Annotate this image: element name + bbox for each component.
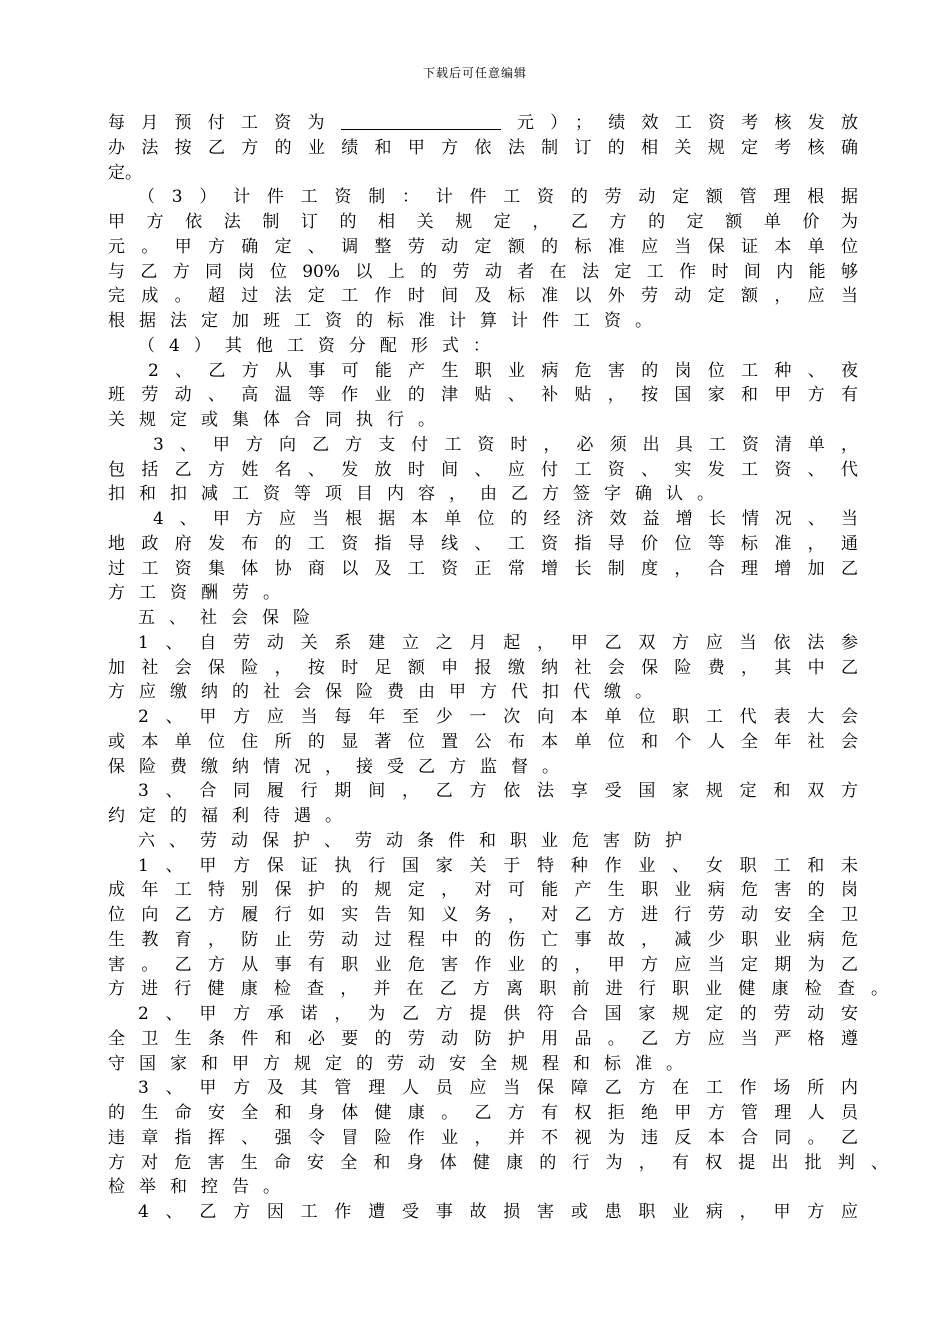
text-line: 包括乙方姓名、发放时间、应付工资、实发工资、代 <box>108 459 858 480</box>
text-line: 保险费缴纳情况，接受乙方监督。 <box>108 756 573 777</box>
text-line: 成年工特别保护的规定，对可能产生职业病危害的岗 <box>108 880 858 901</box>
document-body <box>108 111 888 1225</box>
text-line: 办法按乙方的业绩和甲方依法制订的相关规定考核确 <box>108 137 858 158</box>
text-line: 生教育，防止劳动过程中的伤亡事故，减少职业病危 <box>108 929 858 950</box>
text-line: 2、甲方应当每年至少一次向本单位职工代表大会 <box>138 707 858 727</box>
text-line: 方应缴纳的社会保险费由甲方代扣代缴。 <box>108 682 666 703</box>
text-line: 扣和扣减工资等项目内容，由乙方签字确认。 <box>108 484 728 505</box>
text-line: 的生命安全和身体健康。乙方有权拒绝甲方管理人员 <box>108 1103 858 1123</box>
text-line: 守国家和甲方规定的劳动安全规程和标准。 <box>108 1053 697 1074</box>
text-line: 班劳动、高温等作业的津贴、补贴，按国家和甲方有 <box>108 385 858 406</box>
text-line: 关规定或集体合同执行。 <box>108 410 449 430</box>
blank-field <box>341 113 501 130</box>
text-line: 与乙方同岗位90%以上的劳动者在法定工作时间内能够 <box>108 261 858 282</box>
page-header: 下载后可任意编辑 <box>422 66 527 80</box>
text-line: 完成。超过法定工作时间及标准以外劳动定额，应当 <box>108 286 858 307</box>
text-line: 全卫生条件和必要的劳动防护用品。乙方应当严格遵 <box>108 1028 858 1049</box>
text-line: 方进行健康检查，并在乙方离职前进行职业健康检查。 <box>108 979 888 1000</box>
text-line: 1、甲方保证执行国家关于特种作业、女职工和未 <box>138 855 858 876</box>
text-line: 甲方依法制订的相关规定，乙方的定额单价为 <box>108 212 858 232</box>
text-line: （4）其他工资分配形式： <box>138 335 504 356</box>
text-line: 约定的福利待遇。 <box>108 806 356 826</box>
text-line: 过工资集体协商以及工资正常增长制度，合理增加乙 <box>108 558 858 579</box>
text-line: 加社会保险，按时足额申报缴纳社会保险费，其中乙 <box>108 657 858 678</box>
text-line: 位向乙方履行如实告知义务，对乙方进行劳动安全卫 <box>108 905 858 925</box>
text-line: 方对危害生命安全和身体健康的行为，有权提出批判、 <box>108 1152 888 1173</box>
text-line: 检举和控告。 <box>108 1177 294 1198</box>
text-line: 元。甲方确定、调整劳动定额的标准应当保证本单位 <box>108 236 858 257</box>
text-line: （3）计件工资制：计件工资的劳动定额管理根据 <box>138 187 858 208</box>
text-line: 根据法定加班工资的标准计算计件工资。 <box>108 311 666 331</box>
text-line: 4、乙方因工作遭受事故损害或患职业病，甲方应 <box>138 1202 858 1222</box>
text-line: 2、乙方从事可能产生职业病危害的岗位工种、夜 <box>148 360 858 381</box>
text-line: 4、甲方应当根据本单位的经济效益增长情况、当 <box>153 509 858 529</box>
section-heading: 六、劳动保护、劳动条件和职业危害防护 <box>138 830 696 851</box>
text-line: 地政府发布的工资指导线、工资指导价位等标准，通 <box>108 533 858 554</box>
text-line: 害。乙方从事有职业危害作业的，甲方应当定期为乙 <box>108 954 858 975</box>
section-heading: 五、社会保险 <box>138 608 324 628</box>
text-line: 或本单位住所的显著位置公布本单位和个人全年社会 <box>108 731 858 752</box>
text-line: 方工资酬劳。 <box>108 583 294 604</box>
text-line: 每月预付工资为 元）；绩效工资考核发放 <box>108 113 858 133</box>
text-line: 2、甲方承诺，为乙方提供符合国家规定的劳动安 <box>138 1004 858 1024</box>
text-line: 3、甲方向乙方支付工资时，必须出具工资清单， <box>153 434 858 455</box>
text-line: 3、甲方及其管理人员应当保障乙方在工作场所内 <box>138 1078 858 1099</box>
text-line: 3、合同履行期间，乙方依法享受国家规定和双方 <box>138 781 858 802</box>
text-line: 定。 <box>108 162 142 183</box>
text-line: 违章指挥、强令冒险作业，并不视为违反本合同。乙 <box>108 1127 858 1148</box>
text-line: 1、自劳动关系建立之月起，甲乙双方应当依法参 <box>138 632 858 653</box>
